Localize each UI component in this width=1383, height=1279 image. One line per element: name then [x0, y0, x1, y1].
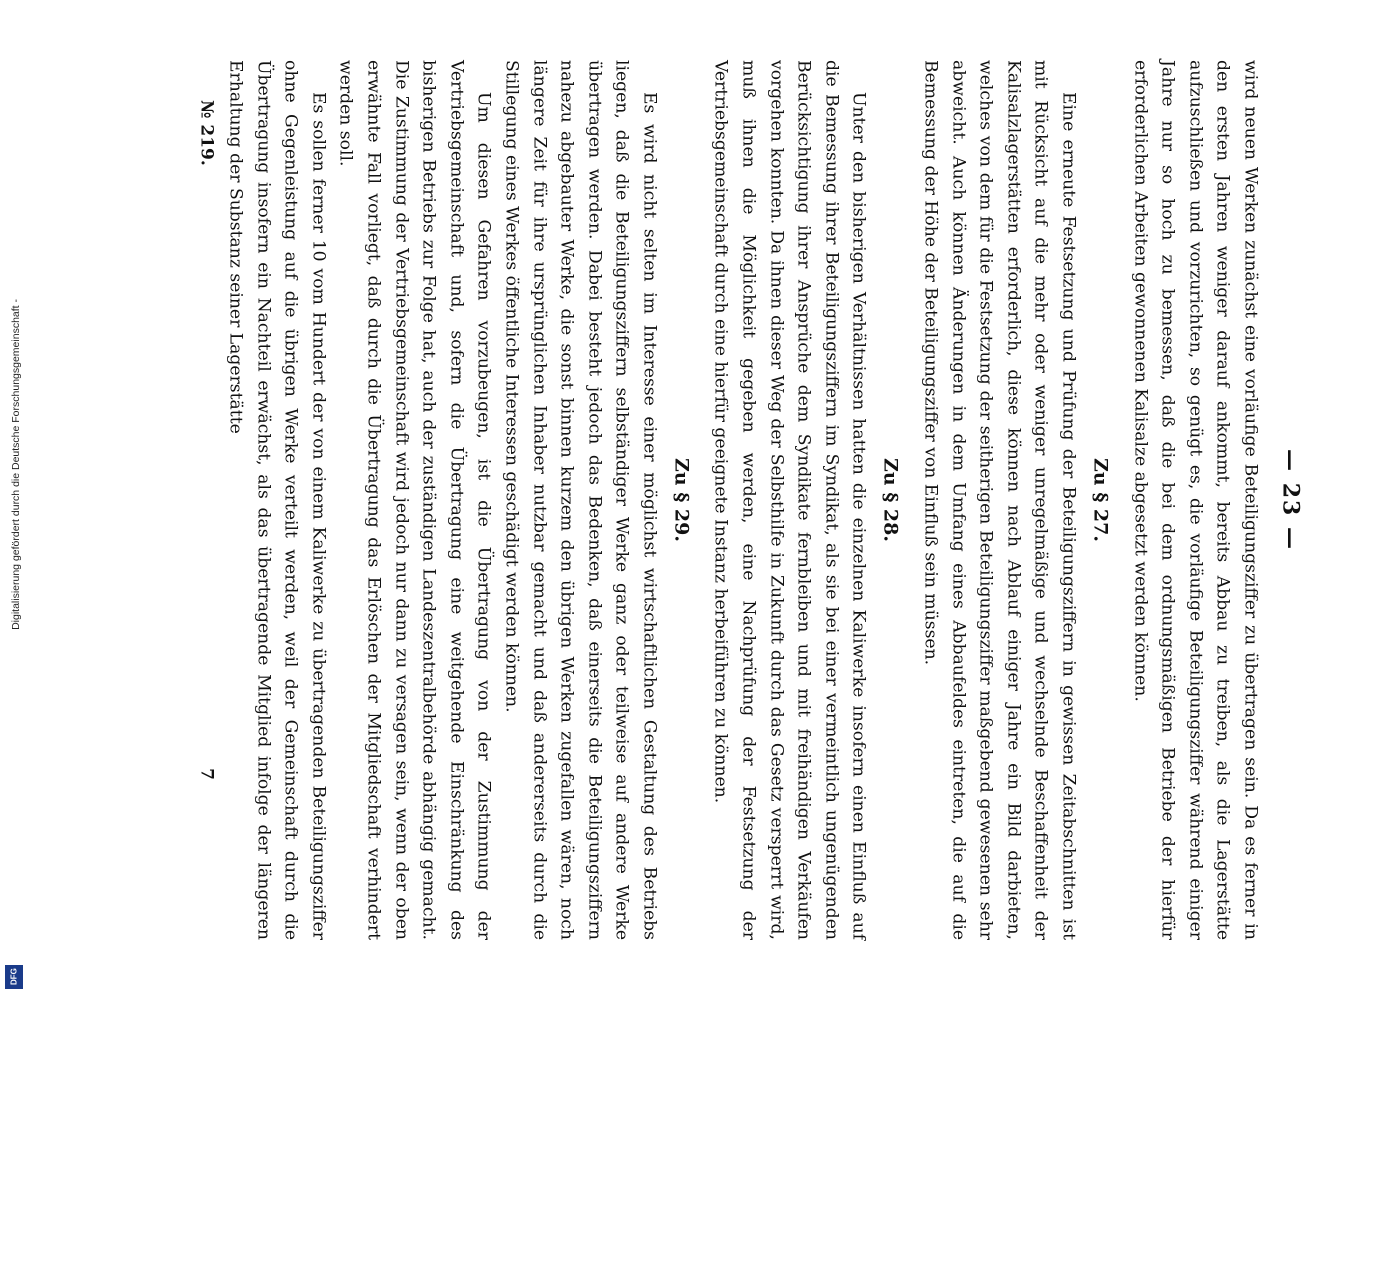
section-text-29-b: Um diesen Gefahren vorzubeugen, ist die Übertragung von der Zustimmung der Vertriebsgemeinschaft und, sofern die Übertragung eine weitgehende Einschränkung des bisherigen Betriebs zur Folge hat, auch der zuständigen Landeszentralbehörde abhängig gemacht. Die Zustimmung der Vertriebsgemeinschaft wird jedoch nur dann zu versagen sein, wenn der oben erwähnte Fall vorliegt, daß durch die Übertragung das Erlöschen der Mitgliedschaft verhindert werden soll. [335, 60, 494, 940]
section-heading-29: Zu § 29. [670, 458, 693, 542]
section-text-27: Eine erneute Festsetzung und Prüfung der Beteiligungsziffern in gewissen Zeitabschnitten ist mit Rücksicht auf die mehr oder weniger unregelmäßige und wechselnde Beschaffenheit der Kalisalzlagerstätten erforderlich, diese können nach Ablauf einiger Jahre ein Bild darbieten, welches von dem für die Festsetzung der seitherigen Beteiligungsziffer maßgebend gewesenen sehr abweicht. Auch können Änderungen in dem Umfang eines Abbaufeldes eintreten, die auf die Bemessung der Höhe der Beteiligungsziffer von Einfluß sein müssen. [920, 60, 1079, 940]
section-text-29-a: Es wird nicht selten im Interesse einer möglichst wirtschaftlichen Gestaltung des Betriebs liegen, daß die Beteiligungsziffern selbständiger Werke ganz oder teilweise auf andere Werke übertragen werden. Dabei besteht jedoch das Bedenken, daß einerseits die Beteiligungsziffern nahezu abgebauter Werke, die sonst binnen kurzem den übrigen Werken zugefallen wären, noch längere Zeit für ihre ursprünglichen Inhaber nutzbar gemacht und daß andererseits durch die Stillegung eines Werkes öffentliche Interessen geschädigt werden können. [501, 60, 660, 940]
sheet-number: 7 [196, 768, 217, 780]
section-text-28: Unter den bisherigen Verhältnissen hatten die einzelnen Kaliwerke insofern einen Einfluß auf die Bemessung ihrer Beteiligungsziffern im Syndikat, als sie bei einer vermeintlich ungenügenden Berücksichtigung ihrer Ansprüche dem Syndikate fernbleiben und mit freihändigen Verkäufen vorgehen konnten. Da ihnen dieser Weg der Selbsthilfe in Zukunft durch das Gesetz versperrt wird, muß ihnen die Möglichkeit gegeben werden, eine Nachprüfung der Festsetzung der Vertriebsgemeinschaft durch eine hierfür geeignete Instanz herbeiführen zu können. [710, 60, 869, 940]
document-page [196, 20, 1304, 980]
section-text-29-c: Es sollen ferner 10 vom Hundert der von einem Kaliwerke zu übertragenden Beteiligungsziffer ohne Gegenleistung auf die übrigen Werke verteilt werden, weil der Gemeinschaft durch die Übertragung insofern ein Nachteil erwächst, als das übertragende Mitglied infolge der längeren Erhaltung der Substanz seiner Lagerstätte [225, 60, 329, 940]
digitization-notice [8, 0, 28, 1000]
section-heading-27: Zu § 27. [1089, 458, 1112, 542]
page-number: — 23 — [1277, 449, 1304, 551]
rotated-text-block [197, 60, 1304, 940]
paragraph-intro: wird neuen Werken zunächst eine vorläufige Beteiligungsziffer zu übertragen sein. Da es ferner in den ersten Jahren weniger darauf ankommt, bereits Abbau zu treiben, als die Lagerstätte aufzuschließen und vorzurichten, so genügt es, die vorläufige Beteiligungsziffer während einiger Jahre nur so hoch zu bemessen, daß die bei dem ordnungsmäßigen Betriebe der hierfür erforderlichen Arbeiten gewonnenen Kalisalze abgesetzt werden können. [1129, 60, 1261, 940]
page-footer [197, 60, 217, 940]
footer-signature: № 219. [196, 100, 217, 166]
funding-notice-text: Digitalisierung gefördert durch die Deutsche Forschungsgemeinschaft - [10, 299, 22, 630]
dfg-logo: DFG [5, 965, 23, 989]
section-heading-28: Zu § 28. [879, 458, 902, 542]
